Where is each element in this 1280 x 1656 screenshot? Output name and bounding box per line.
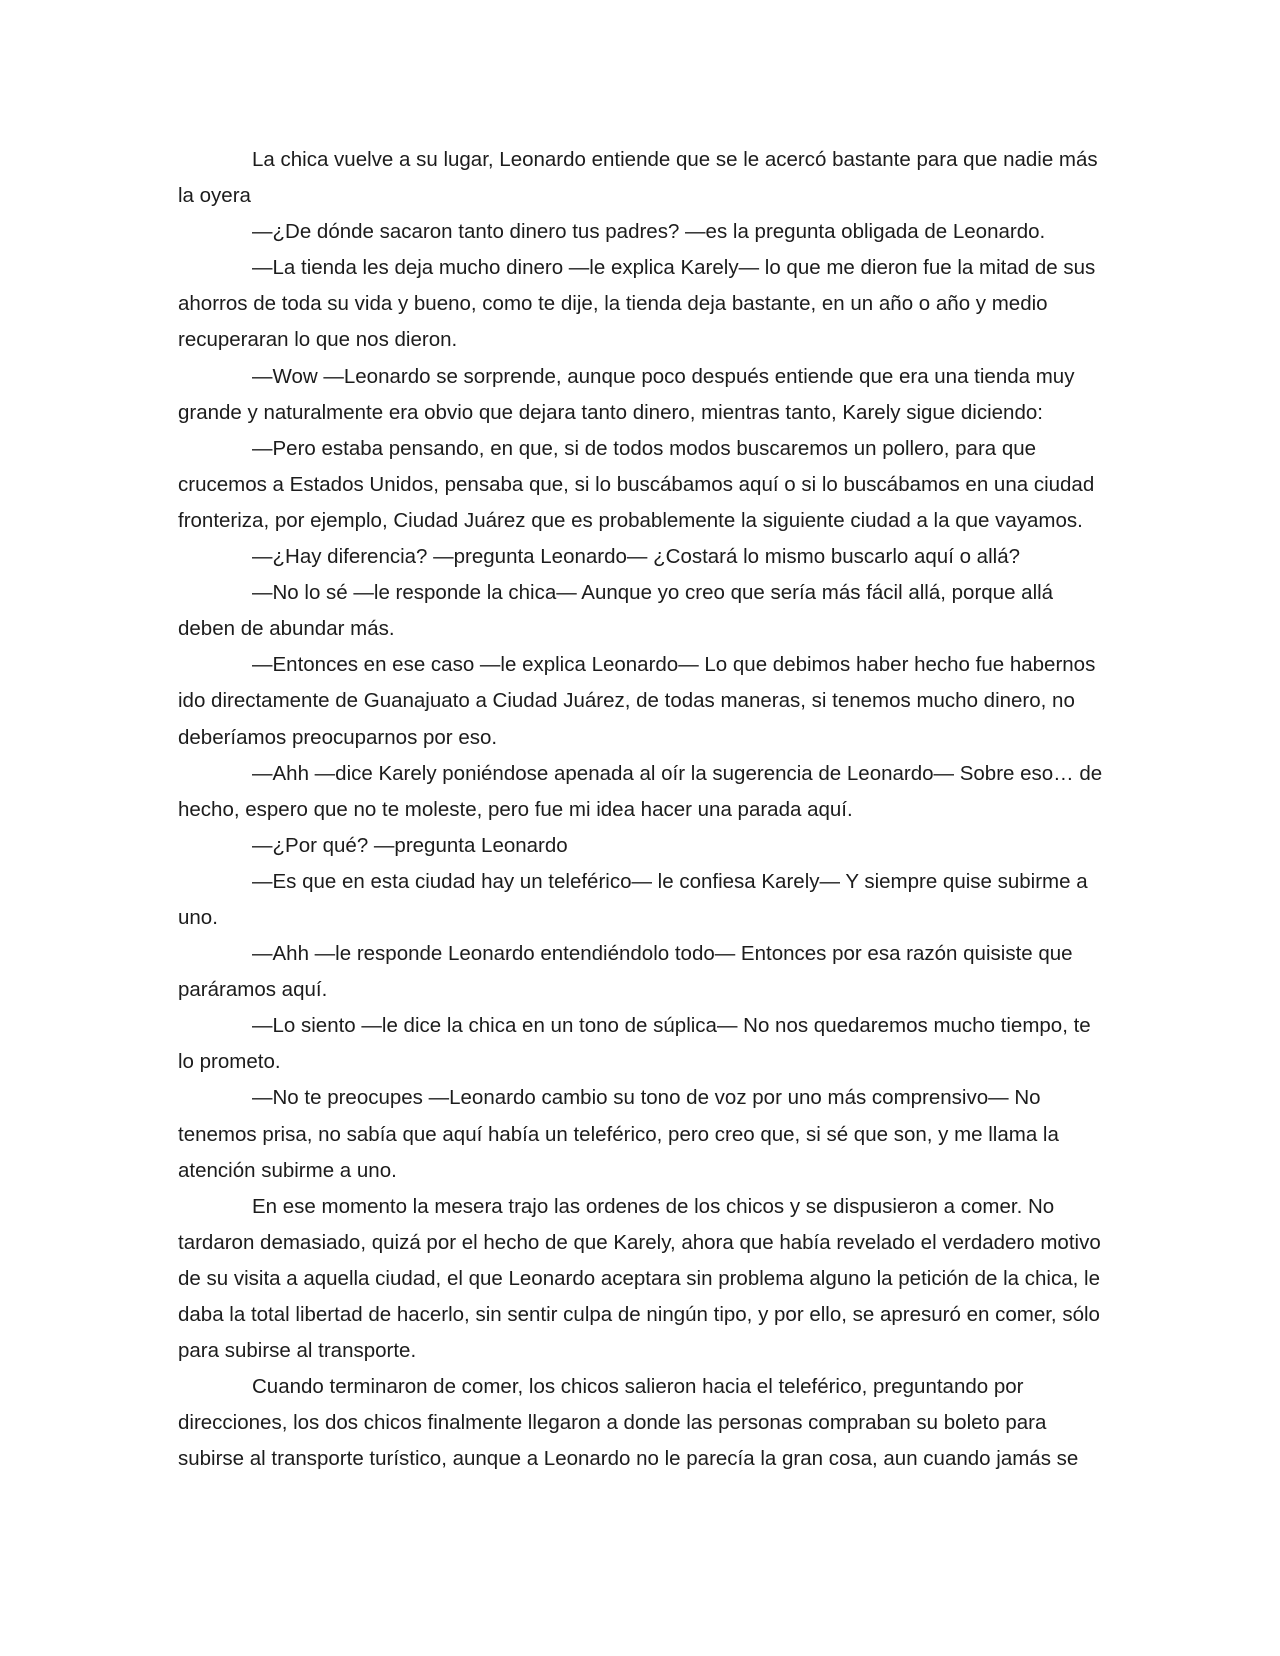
document-body — [178, 142, 1106, 1477]
paragraph: En ese momento la mesera trajo las ordenes de los chicos y se dispusieron a comer. No tardaron demasiado, quizá por el hecho de que Karely, ahora que había revelado el verdadero motivo de su visita a aquella ciudad, el que Leonardo aceptara sin problema alguno la petición de la chica, le daba la total libertad de hacerlo, sin sentir culpa de ningún tipo, y por ello, se apresuró en comer, sólo para subirse al transporte. — [178, 1194, 1101, 1363]
paragraph: —¿Por qué? —pregunta Leonardo — [252, 833, 568, 857]
paragraph: —Ahh —dice Karely poniéndose apenada al oír la sugerencia de Leonardo— Sobre eso… de hecho, espero que no te moleste, pero fue mi idea hacer una parada aquí. — [178, 761, 1103, 821]
paragraph: —Entonces en ese caso —le explica Leonardo— Lo que debimos haber hecho fue habernos ido directamente de Guanajuato a Ciudad Juárez, de todas maneras, si tenemos mucho dinero, no deberíamos preocuparnos por eso. — [178, 653, 1096, 749]
paragraph: —Ahh —le responde Leonardo entendiéndolo todo— Entonces por esa razón quisiste que paráramos aquí. — [178, 942, 1073, 1002]
paragraph: —¿De dónde sacaron tanto dinero tus padres? —es la pregunta obligada de Leonardo. — [252, 220, 1046, 244]
paragraph: —No te preocupes —Leonardo cambio su tono de voz por uno más comprensivo— No tenemos prisa, no sabía que aquí había un teleférico, pero creo que, si sé que son, y me llama la atención subirme a uno. — [178, 1086, 1059, 1182]
paragraph: La chica vuelve a su lugar, Leonardo entiende que se le acercó bastante para que nadie más la oyera — [178, 148, 1098, 208]
paragraph: —Lo siento —le dice la chica en un tono de súplica— No nos quedaremos mucho tiempo, te lo prometo. — [178, 1014, 1091, 1074]
paragraph: —Wow —Leonardo se sorprende, aunque poco después entiende que era una tienda muy grande y naturalmente era obvio que dejara tanto dinero, mientras tanto, Karely sigue diciendo: — [178, 364, 1075, 424]
paragraph: —Es que en esta ciudad hay un teleférico— le confiesa Karely— Y siempre quise subirme a uno. — [178, 869, 1088, 929]
paragraph: —¿Hay diferencia? —pregunta Leonardo— ¿Costará lo mismo buscarlo aquí o allá? — [252, 545, 1020, 569]
paragraph: Cuando terminaron de comer, los chicos salieron hacia el teleférico, preguntando por direcciones, los dos chicos finalmente llegaron a donde las personas compraban su boleto para subirse al transporte turístico, aunque a Leonardo no le parecía la gran cosa, aun cuando jamás se — [178, 1375, 1079, 1471]
paragraph: —La tienda les deja mucho dinero —le explica Karely— lo que me dieron fue la mitad de sus ahorros de toda su vida y bueno, como te dije, la tienda deja bastante, en un año o año y medio recuperaran lo que nos dieron. — [178, 256, 1096, 352]
paragraph: —No lo sé —le responde la chica— Aunque yo creo que sería más fácil allá, porque allá deben de abundar más. — [178, 581, 1054, 641]
paragraph: —Pero estaba pensando, en que, si de todos modos buscaremos un pollero, para que crucemos a Estados Unidos, pensaba que, si lo buscábamos aquí o si lo buscábamos en una ciudad fronteriza, por ejemplo, Ciudad Juárez que es probablemente la siguiente ciudad a la que vayamos. — [178, 436, 1095, 532]
